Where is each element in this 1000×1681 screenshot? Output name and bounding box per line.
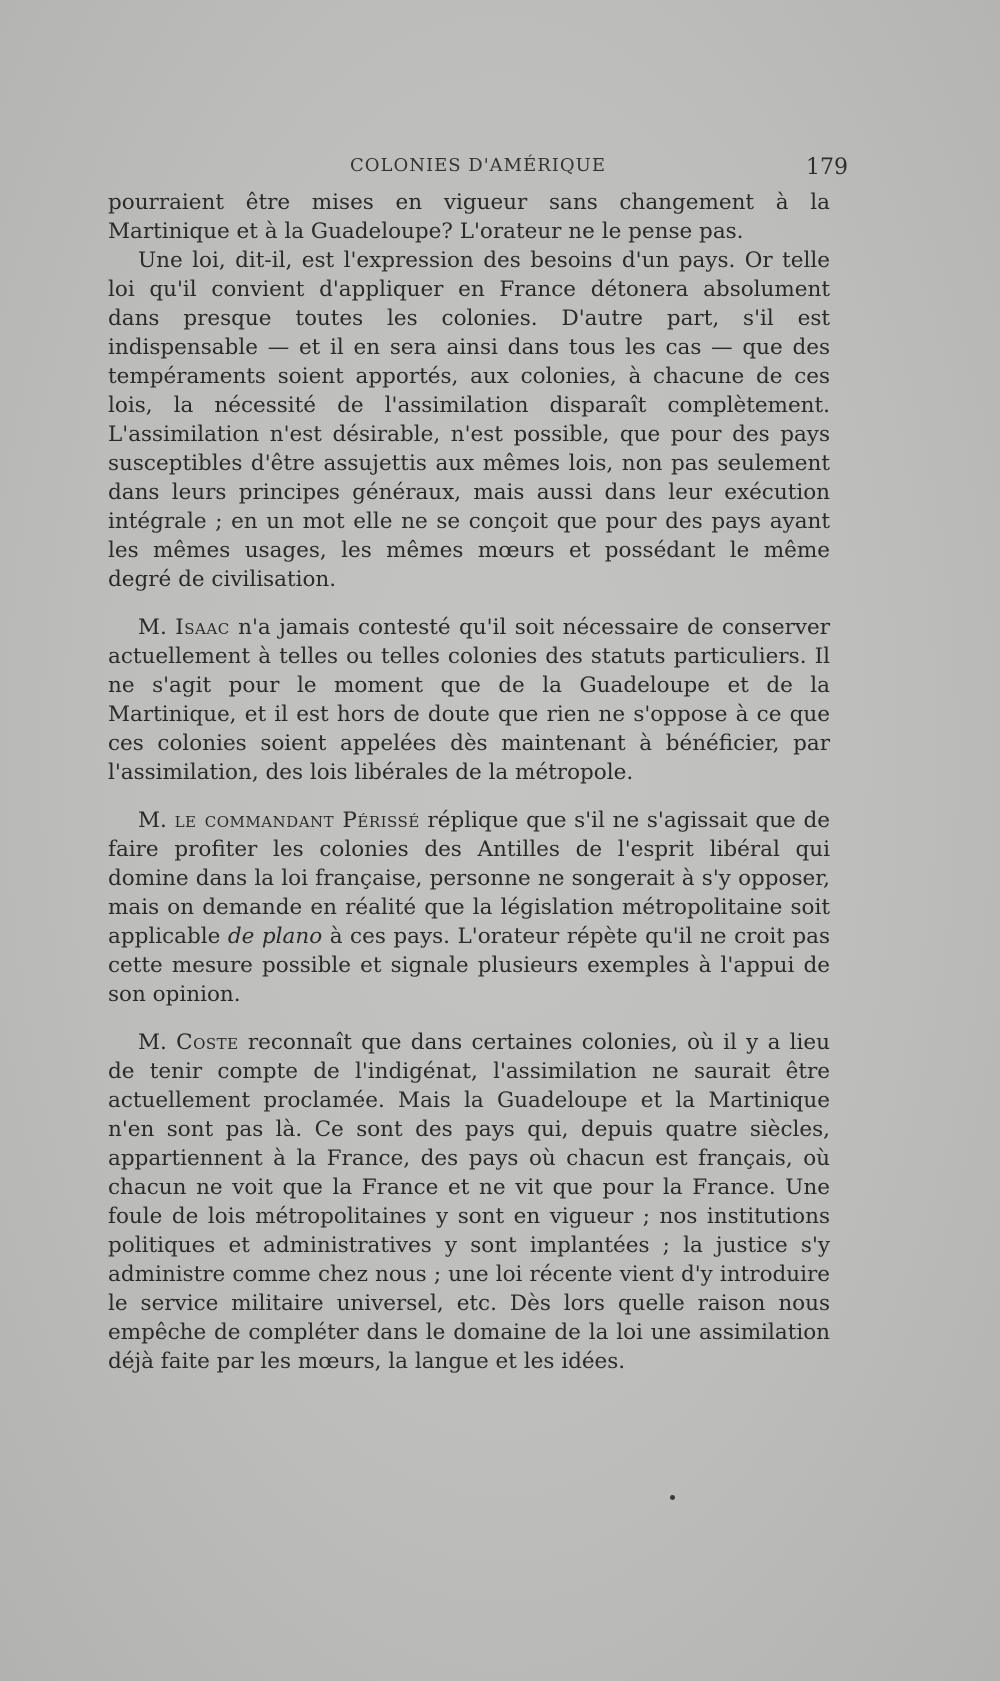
paragraph-continuation: pourraient être mises en vigueur sans changement à la Martinique et à la Guadeloupe? L'orateur ne le pense pas. xyxy=(108,190,830,244)
paragraph-objection: Une loi, dit-il, est l'expression des besoins d'un pays. Or telle loi qu'il convient d'appliquer en France détonera absolument dans presque toutes les colonies. D'autre part, s'il est indispensable — et il en sera ainsi dans tous les cas — que des tempéraments soient apportés, aux colonies, à chacune de ces lois, la nécessité de l'assimilation disparaît complètement. L'assimilation n'est désirable, n'est possible, que pour des pays susceptibles d'être assujettis aux mêmes lois, non pas seulement dans leurs principes généraux, mais aussi dans leur exécution intégrale ; en un mot elle ne se conçoit que pour des pays ayant les mêmes usages, les mêmes mœurs et possédant le même degré de civilisation. xyxy=(108,248,830,592)
paragraph-text: réplique que s'il ne s'agissait que de faire profiter les colonies des Antilles de l'esprit libéral qui domine dans la loi française, personne ne songerait à s'y opposer, mais on demande en réalité que la législation métropolitaine soit applicable xyxy=(108,808,830,949)
paragraph-text: à ces pays. L'orateur répète qu'il ne croit pas cette mesure possible et signale plusieurs exemples à l'appui de son opinion. xyxy=(108,924,830,1007)
speaker-name: Coste xyxy=(176,1030,239,1055)
running-head xyxy=(108,155,848,185)
page-number: 179 xyxy=(806,155,848,180)
speaker-prefix: M. xyxy=(138,808,167,833)
speaker-prefix: M. xyxy=(138,615,167,640)
speaker-prefix: M. xyxy=(138,1030,167,1055)
ink-speck xyxy=(670,1495,675,1500)
paragraph-isaac xyxy=(108,613,830,787)
italic-term: de plano xyxy=(227,924,323,949)
body-text xyxy=(108,188,830,1376)
paragraph-perisse xyxy=(108,806,830,1009)
paragraph-text: reconnaît que dans certaines colonies, où il y a lieu de tenir compte de l'indigénat, l'assimilation ne saurait être actuellement proclamée. Mais la Guadeloupe et la Martinique n'en sont pas là. Ce sont des pays qui, depuis quatre siècles, appartiennent à la France, des pays où chacun est français, où chacun ne voit que la France et ne vit que pour la France. Une foule de lois métropolitaines y sont en vigueur ; nos institutions politiques et administratives y sont implantées ; la justice s'y administre comme chez nous ; une loi récente vient d'y introduire le service militaire universel, etc. Dès lors quelle raison nous empêche de compléter dans le domaine de la loi une assimilation déjà faite par les mœurs, la langue et les idées. xyxy=(108,1030,830,1374)
speaker-name: Isaac xyxy=(175,615,230,640)
running-title: COLONIES D'AMÉRIQUE xyxy=(350,155,606,176)
speaker-name: le commandant Périssé xyxy=(174,808,420,833)
paragraph-coste xyxy=(108,1028,830,1376)
paragraph-text: n'a jamais contesté qu'il soit nécessaire de conserver actuellement à telles ou telles colonies des statuts particuliers. Il ne s'agit pour le moment que de la Guadeloupe et de la Martinique, et il est hors de doute que rien ne s'oppose à ce que ces colonies soient appelées dès maintenant à bénéficier, par l'assimilation, des lois libérales de la métropole. xyxy=(108,615,830,785)
